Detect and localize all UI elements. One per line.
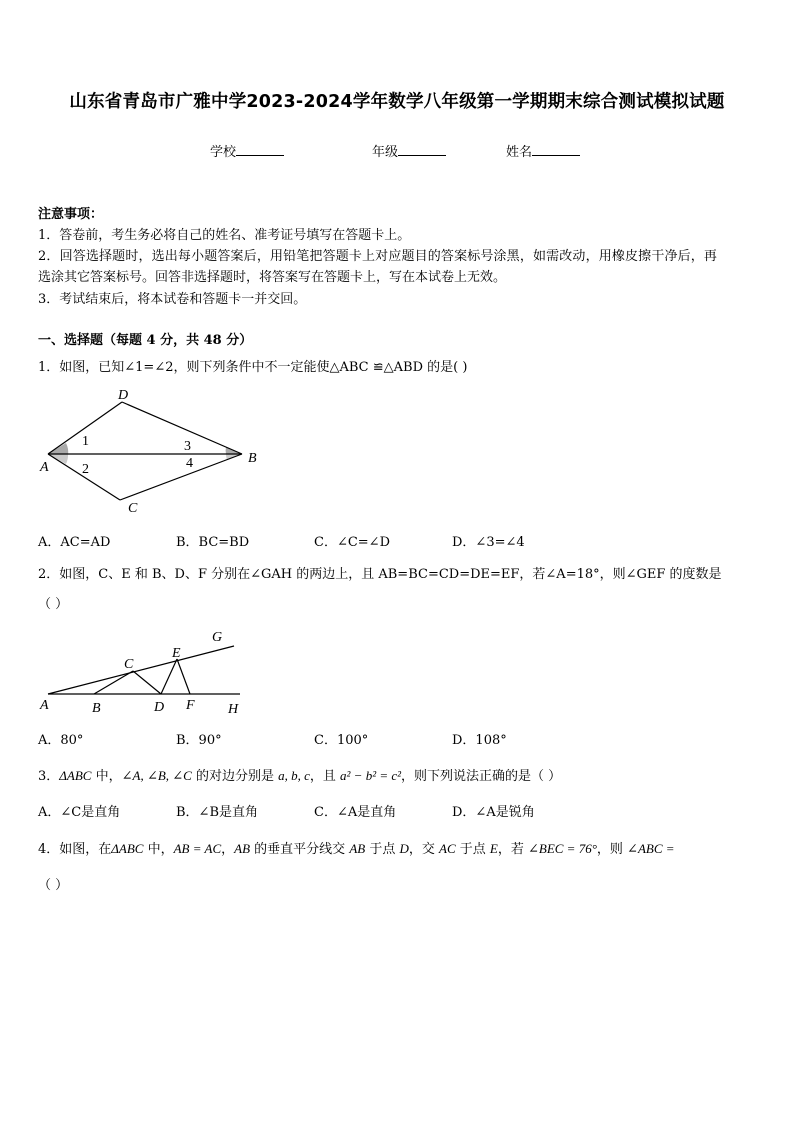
section-heading: 一、选择题（每题 4 分，共 48 分） — [38, 333, 253, 348]
notes-heading: 注意事项： — [38, 207, 104, 222]
ray-ag — [48, 646, 234, 694]
question-2-stem: 2．如图，C、E 和 B、D、F 分别在∠GAH 的两边上，且 AB=BC=CD=DE=EF，若∠A=18°，则∠GEF 的度数是 — [38, 567, 722, 582]
point-label-f: F — [186, 698, 195, 713]
point-label-b: B — [92, 701, 101, 716]
segment-cb — [120, 454, 242, 500]
name-blank — [532, 143, 580, 156]
angle-label-2: 2 — [82, 462, 89, 477]
point-label-g: G — [212, 630, 223, 645]
school-blank — [236, 143, 284, 156]
angle-label-3: 3 — [184, 439, 191, 454]
point-label-b: B — [248, 451, 257, 466]
point-label-h: H — [228, 702, 239, 716]
question-1-stem: 1．如图，已知∠1=∠2，则下列条件中不一定能使△ABC ≌△ABD 的是( ) — [38, 360, 468, 375]
name-field — [506, 141, 580, 160]
angle-1-mark — [48, 443, 68, 455]
question-1-option-a: A．AC=AD — [38, 535, 111, 550]
point-label-d: D — [118, 388, 129, 403]
question-4-stem-line2: （ ） — [38, 878, 69, 893]
name-label: 姓名 — [506, 145, 533, 160]
school-field — [210, 141, 284, 160]
segment-ef — [177, 659, 190, 694]
question-1-option-b: B．BC=BD — [176, 535, 250, 550]
question-3-option-b: B．∠B是直角 — [176, 805, 258, 820]
question-3-option-c: C．∠A是直角 — [314, 805, 397, 820]
segment-db — [122, 402, 242, 454]
question-3-stem: 3．ΔABC 中，∠A, ∠B, ∠C 的对边分别是 a, b, c，且 a² − b² = c²，则下列说法正确的是（ ） — [38, 768, 562, 784]
note-item: 2．回答选择题时，选出每小题答案后，用铅笔把答题卡上对应题目的答案标号涂黑，如需改动，用橡皮擦干净后，再 — [38, 249, 718, 264]
note-item: 3．考试结束后，将本试卷和答题卡一并交回。 — [38, 292, 307, 307]
question-1-option-d: D．∠3=∠4 — [452, 535, 525, 550]
question-2-stem-line2: （ ） — [38, 597, 69, 612]
point-label-c: C — [124, 657, 134, 672]
question-3-option-d: D．∠A是锐角 — [452, 805, 535, 820]
point-label-a: A — [40, 460, 49, 475]
angle-label-1: 1 — [82, 434, 89, 449]
question-2-option-a: A．80° — [38, 733, 84, 748]
point-label-d: D — [154, 700, 165, 715]
question-2-option-b: B．90° — [176, 733, 222, 748]
question-2-option-c: C．100° — [314, 733, 369, 748]
school-label: 学校 — [210, 145, 237, 160]
point-label-a: A — [40, 698, 49, 713]
note-item: 1．答卷前，考生务必将自己的姓名、准考证号填写在答题卡上。 — [38, 228, 411, 243]
note-item: 选涂其它答案标号。回答非选择题时，将答案写在答题卡上，写在本试卷上无效。 — [38, 270, 507, 285]
segment-cd — [133, 671, 161, 694]
point-label-e: E — [172, 646, 181, 661]
point-label-c: C — [128, 501, 138, 516]
segment-bc — [94, 671, 133, 694]
exam-title: 山东省青岛市广雅中学2023-2024学年数学八年级第一学期期末综合测试模拟试题 — [69, 92, 725, 112]
angle-label-4: 4 — [186, 456, 193, 471]
question-4-stem: 4．如图，在ΔABC 中，AB = AC，AB 的垂直平分线交 AB 于点 D，交 AC 于点 E，若 ∠BEC = 76°，则 ∠ABC = — [38, 841, 675, 857]
grade-field — [372, 141, 446, 160]
segment-ac — [48, 454, 120, 500]
question-2-figure — [34, 624, 254, 716]
grade-label: 年级 — [372, 145, 399, 160]
question-2-option-d: D．108° — [452, 733, 507, 748]
question-3-option-a: A．∠C是直角 — [38, 805, 121, 820]
question-1-option-c: C．∠C=∠D — [314, 535, 390, 550]
grade-blank — [398, 143, 446, 156]
question-1-figure — [30, 384, 280, 520]
